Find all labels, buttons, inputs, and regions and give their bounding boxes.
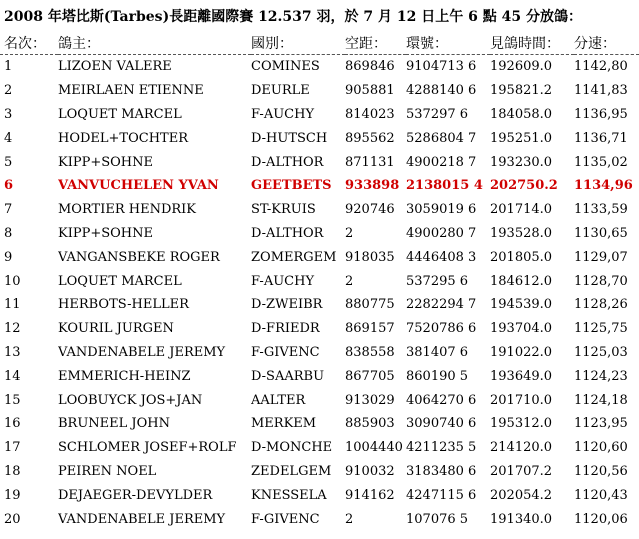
rank-cell: 10 <box>4 273 21 289</box>
results-body <box>0 55 639 531</box>
table-row <box>0 293 639 317</box>
rank-cell: 14 <box>4 368 21 384</box>
speed-cell: 1135,02 <box>574 154 628 170</box>
ring-number-cell: 3183480 6 <box>406 463 477 479</box>
owner-cell: KOURIL JURGEN <box>58 321 174 337</box>
rank-cell: 4 <box>4 130 13 146</box>
country-cell: ZEDELGEM <box>251 463 332 479</box>
speed-cell: 1133,59 <box>574 202 628 218</box>
arrival-time-cell: 202054.2 <box>490 487 553 503</box>
distance-cell: 2 <box>345 225 354 241</box>
table-row <box>0 412 639 436</box>
owner-cell: PEIREN NOEL <box>58 463 157 479</box>
column-header-speed: 分速： <box>574 36 616 52</box>
ring-number-cell: 4064270 6 <box>406 392 477 408</box>
distance-cell: 895562 <box>345 130 395 146</box>
country-cell: F-GIVENC <box>251 511 320 527</box>
page-title: 2008 年塔比斯(Tarbes)長距離國際賽 12.537 羽，於 7 月 12 日上午 6 點 45 分放鴿： <box>4 9 582 25</box>
ring-number-cell: 5286804 7 <box>406 130 477 146</box>
distance-cell: 2 <box>345 273 354 289</box>
speed-cell: 1136,95 <box>574 106 628 122</box>
arrival-time-cell: 195251.0 <box>490 130 553 146</box>
table-row <box>0 79 639 103</box>
table-row <box>0 150 639 174</box>
owner-cell: VANDENABELE JEREMY <box>58 344 226 360</box>
owner-cell: EMMERICH-HEINZ <box>58 368 191 384</box>
arrival-time-cell: 195821.2 <box>490 83 553 99</box>
ring-number-cell: 107076 5 <box>406 511 469 527</box>
rank-cell: 18 <box>4 463 21 479</box>
distance-cell: 913029 <box>345 392 395 408</box>
distance-cell: 933898 <box>345 178 400 194</box>
arrival-time-cell: 193704.0 <box>490 321 553 337</box>
arrival-time-cell: 184058.0 <box>490 106 553 122</box>
ring-number-cell: 2282294 7 <box>406 297 477 313</box>
arrival-time-cell: 195312.0 <box>490 416 553 432</box>
owner-cell: LOOBUYCK JOS+JAN <box>58 392 203 408</box>
country-cell: D-MONCHE <box>251 440 333 456</box>
country-cell: D-ALTHOR <box>251 154 324 170</box>
rank-cell: 1 <box>4 59 13 75</box>
distance-cell: 920746 <box>345 202 395 218</box>
owner-cell: VANGANSBEKE ROGER <box>58 249 220 265</box>
country-cell: GEETBETS <box>251 178 332 194</box>
table-row <box>0 364 639 388</box>
country-cell: F-AUCHY <box>251 106 315 122</box>
rank-cell: 12 <box>4 321 21 337</box>
table-row <box>0 436 639 460</box>
rank-cell: 16 <box>4 416 21 432</box>
rank-cell: 17 <box>4 440 21 456</box>
speed-cell: 1141,83 <box>574 83 628 99</box>
country-cell: D-ALTHOR <box>251 225 324 241</box>
column-header-rank: 名次： <box>4 36 46 52</box>
speed-cell: 1142,80 <box>574 59 628 75</box>
arrival-time-cell: 184612.0 <box>490 273 553 289</box>
ring-number-cell: 4446408 3 <box>406 249 477 265</box>
speed-cell: 1120,60 <box>574 440 628 456</box>
owner-cell: LOQUET MARCEL <box>58 106 182 122</box>
country-cell: AALTER <box>251 392 306 408</box>
arrival-time-cell: 202750.2 <box>490 178 558 194</box>
speed-cell: 1129,07 <box>574 249 628 265</box>
rank-cell: 8 <box>4 225 13 241</box>
column-header-owner: 鴿主： <box>58 36 100 52</box>
country-cell: F-AUCHY <box>251 273 315 289</box>
table-row <box>0 245 639 269</box>
arrival-time-cell: 193230.0 <box>490 154 553 170</box>
ring-number-cell: 3090740 6 <box>406 416 477 432</box>
arrival-time-cell: 201805.0 <box>490 249 553 265</box>
ring-number-cell: 4900218 7 <box>406 154 477 170</box>
speed-cell: 1120,06 <box>574 511 628 527</box>
arrival-time-cell: 193649.0 <box>490 368 553 384</box>
owner-cell: LOQUET MARCEL <box>58 273 182 289</box>
distance-cell: 869157 <box>345 321 395 337</box>
ring-number-cell: 381407 6 <box>406 344 469 360</box>
arrival-time-cell: 201710.0 <box>490 392 553 408</box>
column-header-distance: 空距： <box>345 36 387 52</box>
rank-cell: 3 <box>4 106 13 122</box>
country-cell: MERKEM <box>251 416 317 432</box>
rank-cell: 13 <box>4 344 21 360</box>
column-header-country: 國別： <box>251 36 293 52</box>
owner-cell: HERBOTS-HELLER <box>58 297 189 313</box>
ring-number-cell: 3059019 6 <box>406 202 477 218</box>
distance-cell: 867705 <box>345 368 395 384</box>
ring-number-cell: 2138015 4 <box>406 178 483 194</box>
country-cell: D-HUTSCH <box>251 130 328 146</box>
table-row <box>0 483 639 507</box>
speed-cell: 1128,70 <box>574 273 628 289</box>
country-cell: KNESSELA <box>251 487 327 503</box>
arrival-time-cell: 192609.0 <box>490 59 553 75</box>
owner-cell: KIPP+SOHNE <box>58 154 153 170</box>
arrival-time-cell: 201714.0 <box>490 202 553 218</box>
owner-cell: VANVUCHELEN YVAN <box>58 178 219 194</box>
arrival-time-cell: 194539.0 <box>490 297 553 313</box>
ring-number-cell: 860190 5 <box>406 368 469 384</box>
ring-number-cell: 9104713 6 <box>406 59 477 75</box>
speed-cell: 1130,65 <box>574 225 628 241</box>
ring-number-cell: 7520786 6 <box>406 321 477 337</box>
ring-number-cell: 537295 6 <box>406 273 469 289</box>
column-header-ring: 環號： <box>406 36 448 52</box>
ring-number-cell: 4211235 5 <box>406 440 477 456</box>
table-row <box>0 103 639 127</box>
rank-cell: 7 <box>4 202 13 218</box>
rank-cell: 6 <box>4 178 14 194</box>
distance-cell: 914162 <box>345 487 395 503</box>
distance-cell: 838558 <box>345 344 395 360</box>
table-row <box>0 222 639 246</box>
country-cell: ZOMERGEM <box>251 249 337 265</box>
distance-cell: 918035 <box>345 249 395 265</box>
table-row <box>0 126 639 150</box>
country-cell: D-ZWEIBR <box>251 297 323 313</box>
rank-cell: 5 <box>4 154 13 170</box>
table-row <box>0 388 639 412</box>
country-cell: D-SAARBU <box>251 368 325 384</box>
ring-number-cell: 537297 6 <box>406 106 469 122</box>
owner-cell: LIZOEN VALERE <box>58 59 172 75</box>
speed-cell: 1128,26 <box>574 297 628 313</box>
distance-cell: 885903 <box>345 416 395 432</box>
table-row <box>0 198 639 222</box>
table-row <box>0 317 639 341</box>
distance-cell: 910032 <box>345 463 395 479</box>
owner-cell: VANDENABELE JEREMY <box>58 511 226 527</box>
distance-cell: 814023 <box>345 106 395 122</box>
owner-cell: MEIRLAEN ETIENNE <box>58 83 204 99</box>
speed-cell: 1125,03 <box>574 344 628 360</box>
column-header-time: 見鴿時間： <box>490 36 560 52</box>
speed-cell: 1123,95 <box>574 416 628 432</box>
ring-number-cell: 4900280 7 <box>406 225 477 241</box>
owner-cell: DEJAEGER-DEVYLDER <box>58 487 213 503</box>
distance-cell: 1004440 <box>345 440 403 456</box>
table-header-row <box>0 32 639 55</box>
table-row <box>0 341 639 365</box>
distance-cell: 2 <box>345 511 354 527</box>
speed-cell: 1120,43 <box>574 487 628 503</box>
arrival-time-cell: 201707.2 <box>490 463 553 479</box>
arrival-time-cell: 193528.0 <box>490 225 553 241</box>
distance-cell: 869846 <box>345 59 395 75</box>
rank-cell: 15 <box>4 392 21 408</box>
distance-cell: 880775 <box>345 297 395 313</box>
distance-cell: 905881 <box>345 83 395 99</box>
country-cell: D-FRIEDR <box>251 321 320 337</box>
speed-cell: 1136,71 <box>574 130 628 146</box>
country-cell: F-GIVENC <box>251 344 320 360</box>
country-cell: DEURLE <box>251 83 310 99</box>
table-row <box>0 460 639 484</box>
rank-cell: 20 <box>4 511 21 527</box>
ring-number-cell: 4288140 6 <box>406 83 477 99</box>
ring-number-cell: 4247115 6 <box>406 487 477 503</box>
owner-cell: KIPP+SOHNE <box>58 225 153 241</box>
country-cell: ST-KRUIS <box>251 202 316 218</box>
arrival-time-cell: 191022.0 <box>490 344 553 360</box>
results-table <box>0 32 639 531</box>
rank-cell: 19 <box>4 487 21 503</box>
distance-cell: 871131 <box>345 154 395 170</box>
owner-cell: MORTIER HENDRIK <box>58 202 197 218</box>
table-row <box>0 269 639 293</box>
owner-cell: SCHLOMER JOSEF+ROLF <box>58 440 237 456</box>
table-row <box>0 55 639 79</box>
speed-cell: 1134,96 <box>574 178 633 194</box>
arrival-time-cell: 191340.0 <box>490 511 553 527</box>
owner-cell: HODEL+TOCHTER <box>58 130 188 146</box>
speed-cell: 1120,56 <box>574 463 628 479</box>
rank-cell: 9 <box>4 249 13 265</box>
speed-cell: 1125,75 <box>574 321 628 337</box>
speed-cell: 1124,23 <box>574 368 628 384</box>
table-row <box>0 507 639 531</box>
table-row <box>0 174 639 198</box>
country-cell: COMINES <box>251 59 320 75</box>
rank-cell: 11 <box>4 297 21 313</box>
speed-cell: 1124,18 <box>574 392 628 408</box>
owner-cell: BRUNEEL JOHN <box>58 416 170 432</box>
rank-cell: 2 <box>4 83 13 99</box>
arrival-time-cell: 214120.0 <box>490 440 553 456</box>
